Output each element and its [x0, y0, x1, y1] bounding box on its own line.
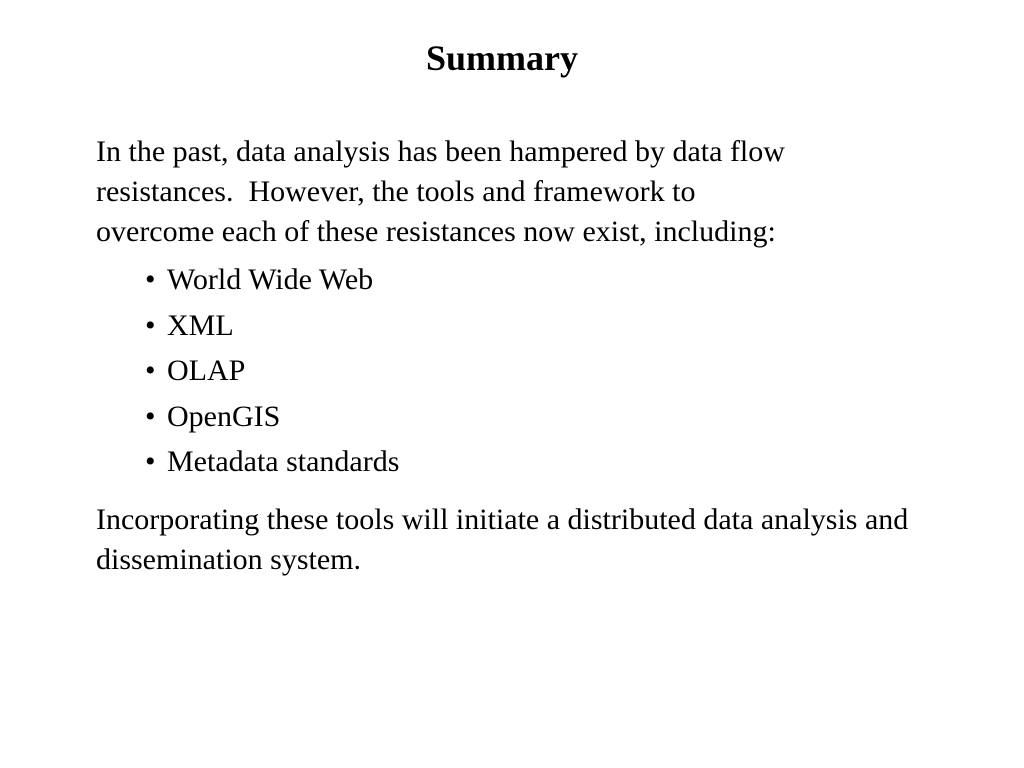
intro-line-3: overcome each of these resistances now exist, including: [96, 215, 776, 248]
list-item [145, 439, 399, 485]
list-item [145, 257, 399, 303]
bullet-icon: • [145, 445, 156, 478]
list-item-label: World Wide Web [167, 263, 374, 296]
list-item-label: OLAP [167, 354, 246, 387]
tools-list [145, 257, 399, 485]
closing-paragraph: Incorporating these tools will initiate a distributed data analysis and dissemination system. [96, 503, 909, 576]
intro-line-2: resistances. However, the tools and framework to [96, 175, 696, 208]
bullet-icon: • [145, 263, 156, 296]
bullet-icon: • [145, 308, 156, 342]
list-item [145, 303, 399, 349]
list-item [145, 394, 399, 440]
list-item-label: XML [167, 308, 234, 342]
list-item-label: Metadata standards [167, 445, 400, 478]
slide-title: Summary [426, 38, 578, 78]
bullet-icon: • [145, 354, 156, 387]
intro-line-1: In the past, data analysis has been hampered by data flow [96, 135, 785, 168]
bullet-icon: • [145, 399, 156, 433]
list-item [145, 348, 399, 394]
list-item-label: OpenGIS [167, 399, 281, 433]
intro-paragraph [96, 132, 956, 252]
